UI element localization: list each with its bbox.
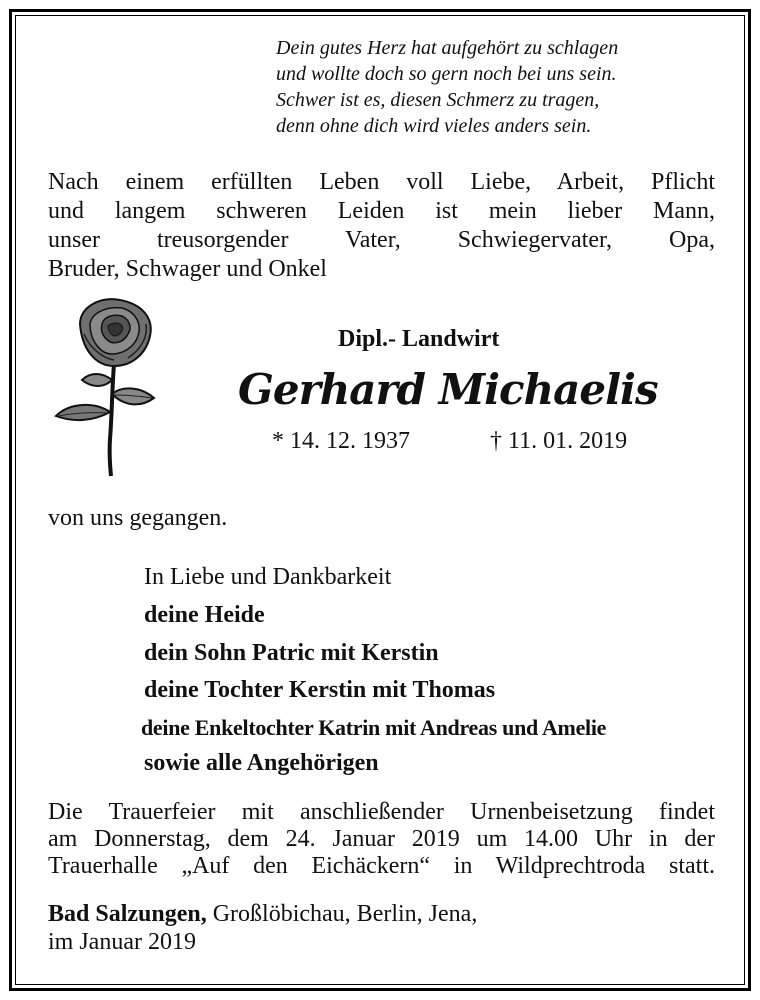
poem-line-3: Schwer ist es, diesen Schmerz zu tragen, <box>276 89 600 111</box>
mourner-line-2: dein Sohn Patric mit Kerstin <box>144 640 439 666</box>
poem <box>276 35 716 139</box>
mourners-intro: In Liebe und Dankbarkeit <box>144 564 392 590</box>
place-month: im Januar 2019 <box>48 929 196 955</box>
deceased-title: Dipl.- Landwirt <box>338 326 500 352</box>
birth-date: * 14. 12. 1937 <box>272 428 410 454</box>
place-others: Großlöbichau, Berlin, Jena, <box>206 901 478 927</box>
intro-line-2: und langem schweren Leiden ist mein lieber Mann, <box>48 198 715 224</box>
place-date <box>48 900 477 956</box>
service-line-2: am Donnerstag, dem 24. Januar 2019 um 14.00 Uhr in der <box>48 826 715 852</box>
death-date: † 11. 01. 2019 <box>490 428 628 454</box>
mourner-line-3: deine Tochter Kerstin mit Thomas <box>144 677 496 703</box>
place-line <box>48 900 477 928</box>
mourner-line-1: deine Heide <box>144 602 265 628</box>
poem-line-4: denn ohne dich wird vieles anders sein. <box>276 115 592 137</box>
poem-line-1: Dein gutes Herz hat aufgehört zu schlagen <box>276 37 619 59</box>
intro-line-1: Nach einem erfüllten Leben voll Liebe, Arbeit, Pflicht <box>48 169 715 195</box>
service-line-3: Trauerhalle „Auf den Eichäckern“ in Wildprechtroda statt. <box>48 853 715 879</box>
place-city: Bad Salzungen, <box>48 901 207 927</box>
intro-line-4: Bruder, Schwager und Onkel <box>48 256 327 282</box>
service-paragraph <box>48 799 715 880</box>
mourner-line-4: deine Enkeltochter Katrin mit Andreas und Amelie <box>141 715 607 740</box>
deceased-name: Gerhard Michaelis <box>238 365 658 414</box>
passed-away-text: von uns gegangen. <box>48 505 228 531</box>
service-line-1: Die Trauerfeier mit anschließender Urnenbeisetzung findet <box>48 799 715 825</box>
intro-line-3: unser treusorgender Vater, Schwiegervater, Opa, <box>48 227 715 253</box>
mourner-line-5: sowie alle Angehörigen <box>144 750 379 776</box>
rose-icon <box>50 294 175 479</box>
intro-paragraph <box>48 168 715 284</box>
poem-line-2: und wollte doch so gern noch bei uns sein. <box>276 63 617 85</box>
